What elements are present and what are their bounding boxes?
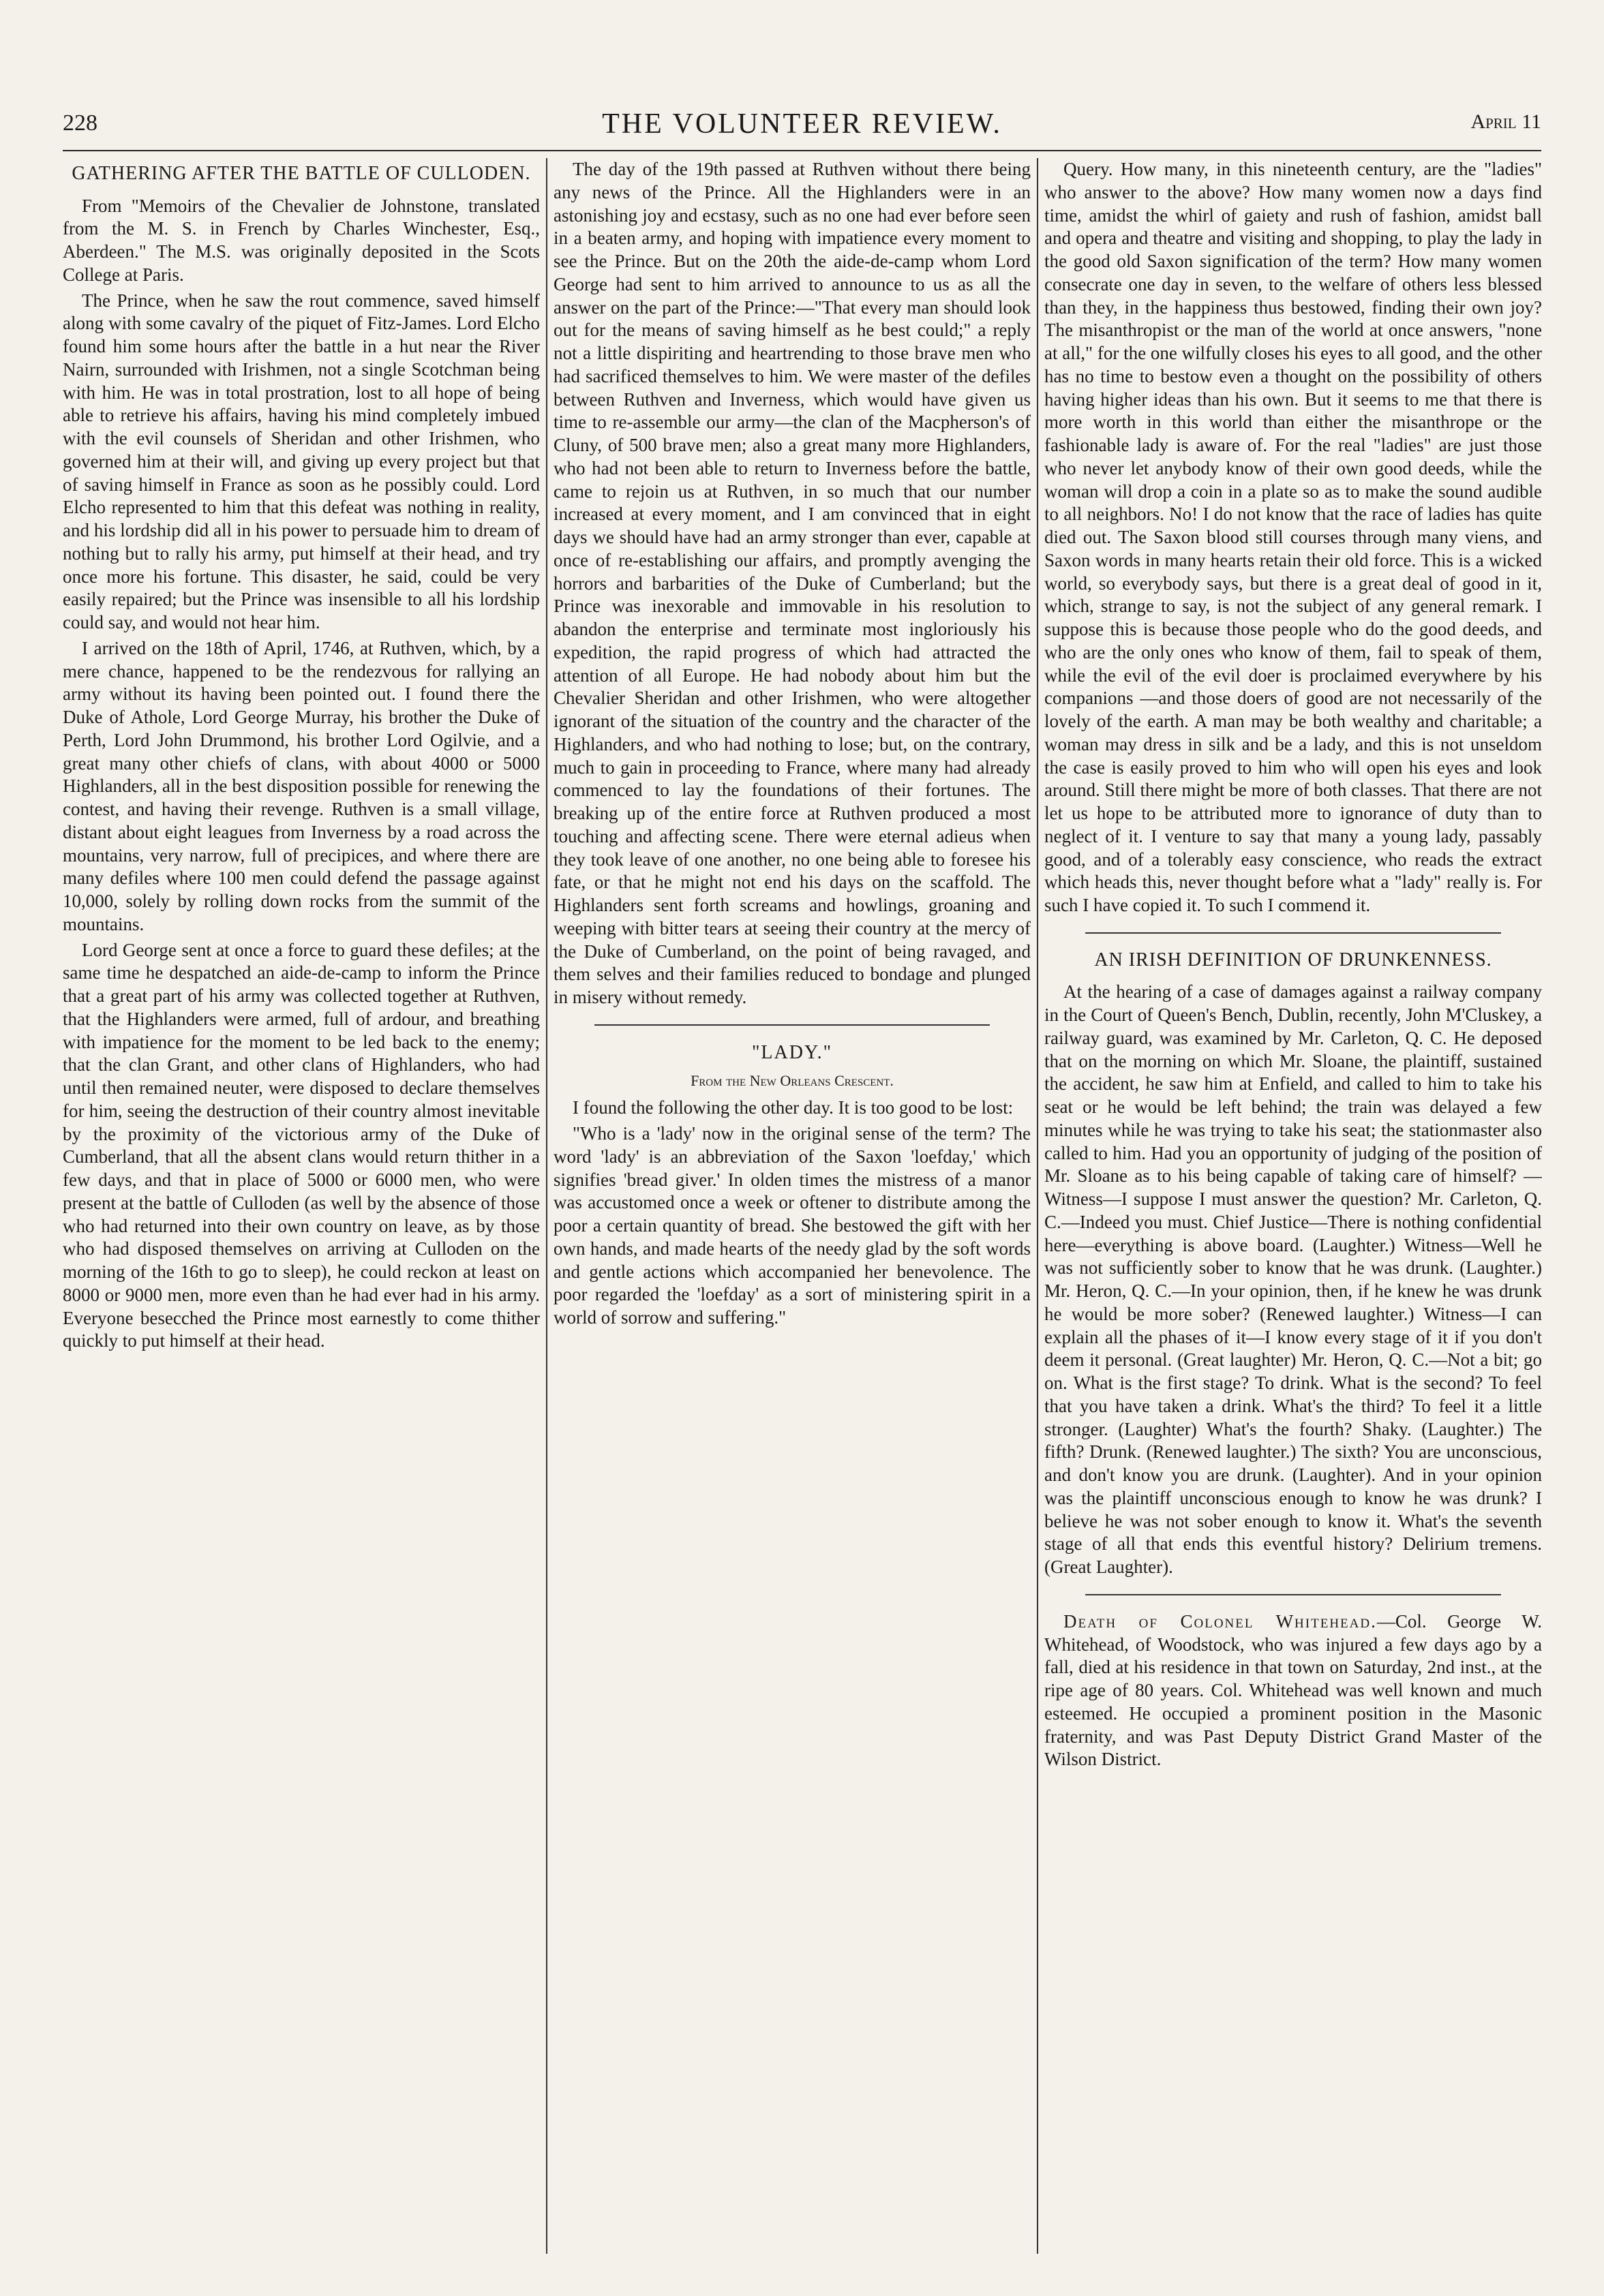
lady-quote: "Who is a 'lady' now in the original sense of the term? The word 'lady' is an abbreviation of the Saxon 'loefday,' which signifies 'bread giver.' In olden times the mistress of a manor was accustomed once a week or oftener to distribute among the poor a certain quantity of bread. She bestowed the gift with her own hands, and made hearts of the needy glad by the soft words and gentle actions which accompanied her benevolence. The poor regarded the 'loefday' as a sort of ministering spirit in a world of sorrow and suffering." bbox=[554, 1123, 1031, 1328]
page-header bbox=[63, 102, 1541, 151]
culloden-heading: GATHERING AFTER THE BATTLE OF CULLODEN. bbox=[72, 163, 531, 184]
article-separator bbox=[1085, 1594, 1501, 1595]
death-notice bbox=[1044, 1610, 1542, 1771]
death-heading: Death of Colonel Whitehead. bbox=[1063, 1610, 1377, 1632]
lady-source: From the New Orleans Crescent. bbox=[691, 1071, 894, 1089]
issue-date: April 11 bbox=[1470, 110, 1541, 133]
masthead-title: THE VOLUNTEER REVIEW. bbox=[602, 108, 1002, 140]
death-body: —Col. George W. Whitehead, of Woodstock, who was injured a few days ago by a fall, died at his residence in that town on Saturday, 2nd inst., at the ripe age of 80 years. Col. Whitehead was well known and much esteemed. He occupied a prominent position in the Masonic fraternity, and was Past Deputy District Grand Master of the Wilson District. bbox=[1044, 1610, 1542, 1770]
column-2 bbox=[554, 158, 1031, 2254]
lady-paragraph: Query. How many, in this nineteenth century, are the "ladies" who answer to the above? How many women now a days find time, amidst the whirl of gaiety and rush of fashion, amidst ball and opera and theatre and visiting and shopping, to play the lady in the good old Saxon signification of the term? How many women consecrate one day in seven, to the welfare of others less blessed than they, in the happiness thus bestowed, finding their own joy? The misanthropist or the man of the world at once answers, "none at all," for the one wilfully closes his eyes to all good, and the other has no time to bestow even a thought on the possibility of others having higher ideas than his own. But it seems to me that there is more worth in this world than either the misanthrope or the fashionable lady is aware of. For the real "ladies" are just those who never let anybody know of their own good deeds, while the woman will drop a coin in a plate so as to make the sound audible to all neighbors. No! I do not know that the race of ladies has quite died out. The Saxon blood still courses through many viens, and Saxon words in many hearts retain their old force. This is a wicked world, so everybody says, but there is a great deal of good in it, which, strange to say, is not the subject of any general remark. I suppose this is because those people who do the good deeds, and who are the only ones who know of them, fail to speak of them, while the evil of the evil doer is proclaimed everywhere by his companions —and those doers of good are not necessarily of the lovely of the earth. A man may be both wealthy and charitable; a woman may dress in silk and be a lady, and this is not unseldom the case is easily proved to him who will open his eyes and look around. Still there might be more of both classes. That there are not let us hope to be attributed more to ignorance of duty than to neglect of it. I venture to say that many a young lady, passably good, and of a tolerably easy conscience, who reads the extract which heads this, never thought before what a "lady" really is. For such I have copied it. To such I commend it. bbox=[1044, 159, 1542, 915]
irish-paragraph: At the hearing of a case of damages against a railway company in the Court of Queen's Bench, Dublin, recently, John M'Cluskey, a railway guard, was examined by Mr. Carleton, Q. C. He deposed that on the morning on which Mr. Sloane, the plaintiff, sustained the accident, he saw him at Enfield, and called to him to take his seat or he would be left behind; the train was delayed a few minutes while he was trying to take his seat; the stationmaster also called to him. Had you an opportunity of judging of the position of Mr. Sloane as to his being capable of taking care of himself? —Witness—I suppose I must answer the question? Mr. Carleton, Q. C.—Indeed you must. Chief Justice—There is nothing confidential here—everything is above board. (Laughter.) Witness—Well he was not sufficiently sober to know that he was drunk. (Laughter.) Mr. Heron, Q. C.—In your opinion, then, if he knew he was drunk he would be more sober? (Renewed laughter.) Witness—I can explain all the phases of it—I know every stage of it if you don't deem it personal. (Great laughter) Mr. Heron, Q. C.—Not a bit; go on. What is the first stage? To drink. What is the second? To feel that you have taken a drink. What's the third? To feel it a little stronger. (Laughter) What's the fourth? Shaky. (Laughter.) The fifth? Drunk. (Renewed laughter.) The sixth? You are unconscious, and don't know you are drunk. (Laughter). And in your opinion was the plaintiff unconscious enough to know he was drunk? I believe he was not sober enough to know it. What's the seventh stage of all that ends this eventful history? Delirium tremens. (Great Laughter). bbox=[1044, 981, 1542, 1578]
culloden-paragraph: The Prince, when he saw the rout commence, saved himself along with some cavalry of the piquet of Fitz-James. Lord Elcho found him some hours after the battle in a hut near the River Nairn, surrounded with Irishmen, not a single Scotchman being with him. He was in total prostration, lost to all hope of being able to retrieve his affairs, having his mind completely imbued with the evil counsels of Sheridan and other Irishmen, who governed him at their will, and giving up every project but that of saving himself in France as soon as he possibly could. Lord Elcho represented to him that this defeat was nothing in reality, and his lordship did all in his power to persuade him to dream of nothing but to rally his army, put himself at their head, and try once more his fortune. This disaster, he said, could be very easily repaired; but the Prince was insensible to all his lordship could say, and would not hear him. bbox=[63, 290, 540, 633]
lady-heading: "LADY." bbox=[751, 1041, 832, 1063]
culloden-paragraph: I arrived on the 18th of April, 1746, at Ruthven, which, by a mere chance, happened to be the rendezvous for rallying an army without its having been pointed out. I found there the Duke of Athole, Lord George Murray, his brother the Duke of Perth, Lord John Drummond, his brother Lord Ogilvie, and a great many other chiefs of clans, with about 4000 or 5000 Highlanders, all in the best disposition possible for renewing the contest, and having their revenge. Ruthven is a small village, distant about eight leagues from Inverness by a road across the mountains, very narrow, full of precipices, and where there are many defiles where 100 men could defend the passage against 10,000, solely by rolling down rocks from the summit of the mountains. bbox=[63, 637, 540, 934]
column-rule bbox=[1037, 158, 1038, 2254]
article-separator bbox=[594, 1024, 990, 1026]
column-1 bbox=[63, 158, 540, 2254]
lady-paragraph: I found the following the other day. It is too good to be lost: bbox=[573, 1097, 1014, 1118]
page-number: 228 bbox=[63, 110, 97, 136]
culloden-paragraph: Lord George sent at once a force to guard these defiles; at the same time he despatched an aide-de-camp to inform the Prince that a great part of his army was collected together at Ruthven, that the Highlanders were armed, full of ardour, and breathing with impatience for the moment to be led back to the enemy; that the clan Grant, and other clans of Highlanders, who had until then remained neuter, were disposed to declare themselves for him, seeing the destruction of their country almost inevitable by the proximity of the victorious army of the Duke of Cumberland, that all the absent clans would return thither in a few days, and that in place of 5000 or 6000 men, who were present at the battle of Culloden (as well by the absence of those who had returned into their own country on leave, as by those who had disposed themselves on arriving at Culloden on the morning of the 16th to go to sleep), he could reckon at least on 8000 or 9000 men, more even than he had ever had in his army. Everyone besecched the Prince most earnestly to come thither quickly to put himself at their head. bbox=[63, 939, 540, 1351]
column-3 bbox=[1044, 158, 1542, 2254]
culloden-paragraph: From "Memoirs of the Chevalier de Johnstone, translated from the M. S. in French by Charles Winchester, Esq., Aberdeen." The M.S. was originally deposited in the Scots College at Paris. bbox=[63, 195, 540, 285]
culloden-paragraph: The day of the 19th passed at Ruthven without there being any news of the Prince. All the Highlanders were in an astonishing joy and ecstasy, such as no one had ever before seen in a beaten army, and hoping with impatience every moment to see the Prince. But on the 20th the aide-de-camp whom Lord George had sent to him arrived to announce to us as all the answer on the part of the Prince:—"That every man should look out for the means of saving himself as he best could;" a reply not a little dispiriting and heartrending to those brave men who had sacrificed themselves to him. We were master of the defiles between Ruthven and Inverness, which would have given us time to re-assemble our army—the clan of the Macpherson's of Cluny, of 500 brave men; also a great many more Highlanders, who had not been able to return to Inverness before the battle, came to rejoin us at Ruthven, in so much that our number increased at every moment, and I am convinced that in eight days we should have had an army stronger than ever, capable at once of re-establishing our affairs, and promptly avenging the horrors and barbarities of the Duke of Cumberland; but the Prince was inexorable and immovable in his resolution to abandon the enterprise and terminate most ingloriously his expedition, the rapid progress of which had attracted the attention of all Europe. He had nobody about him but the Chevalier Sheridan and other Irishmen, who were altogether ignorant of the situation of the country and the character of the Highlanders, and who had nothing to lose; but, on the contrary, much to gain in proceeding to France, where many had already commenced to lay the foundations of their fortunes. The breaking up of the entire force at Ruthven produced a most touching and affecting scene. There were eternal adieus when they took leave of one another, no one being able to foresee his fate, or that he might not end his days on the scaffold. The Highlanders sent forth screams and howlings, groaning and weeping with bitter tears at seeing their country at the mercy of the Duke of Cumberland, on the point of being ravaged, and them selves and their families reduced to bondage and plunged in misery without remedy. bbox=[554, 159, 1031, 1007]
column-rule bbox=[546, 158, 547, 2254]
article-separator bbox=[1085, 932, 1501, 934]
irish-heading: AN IRISH DEFINITION OF DRUNKENNESS. bbox=[1094, 949, 1492, 970]
